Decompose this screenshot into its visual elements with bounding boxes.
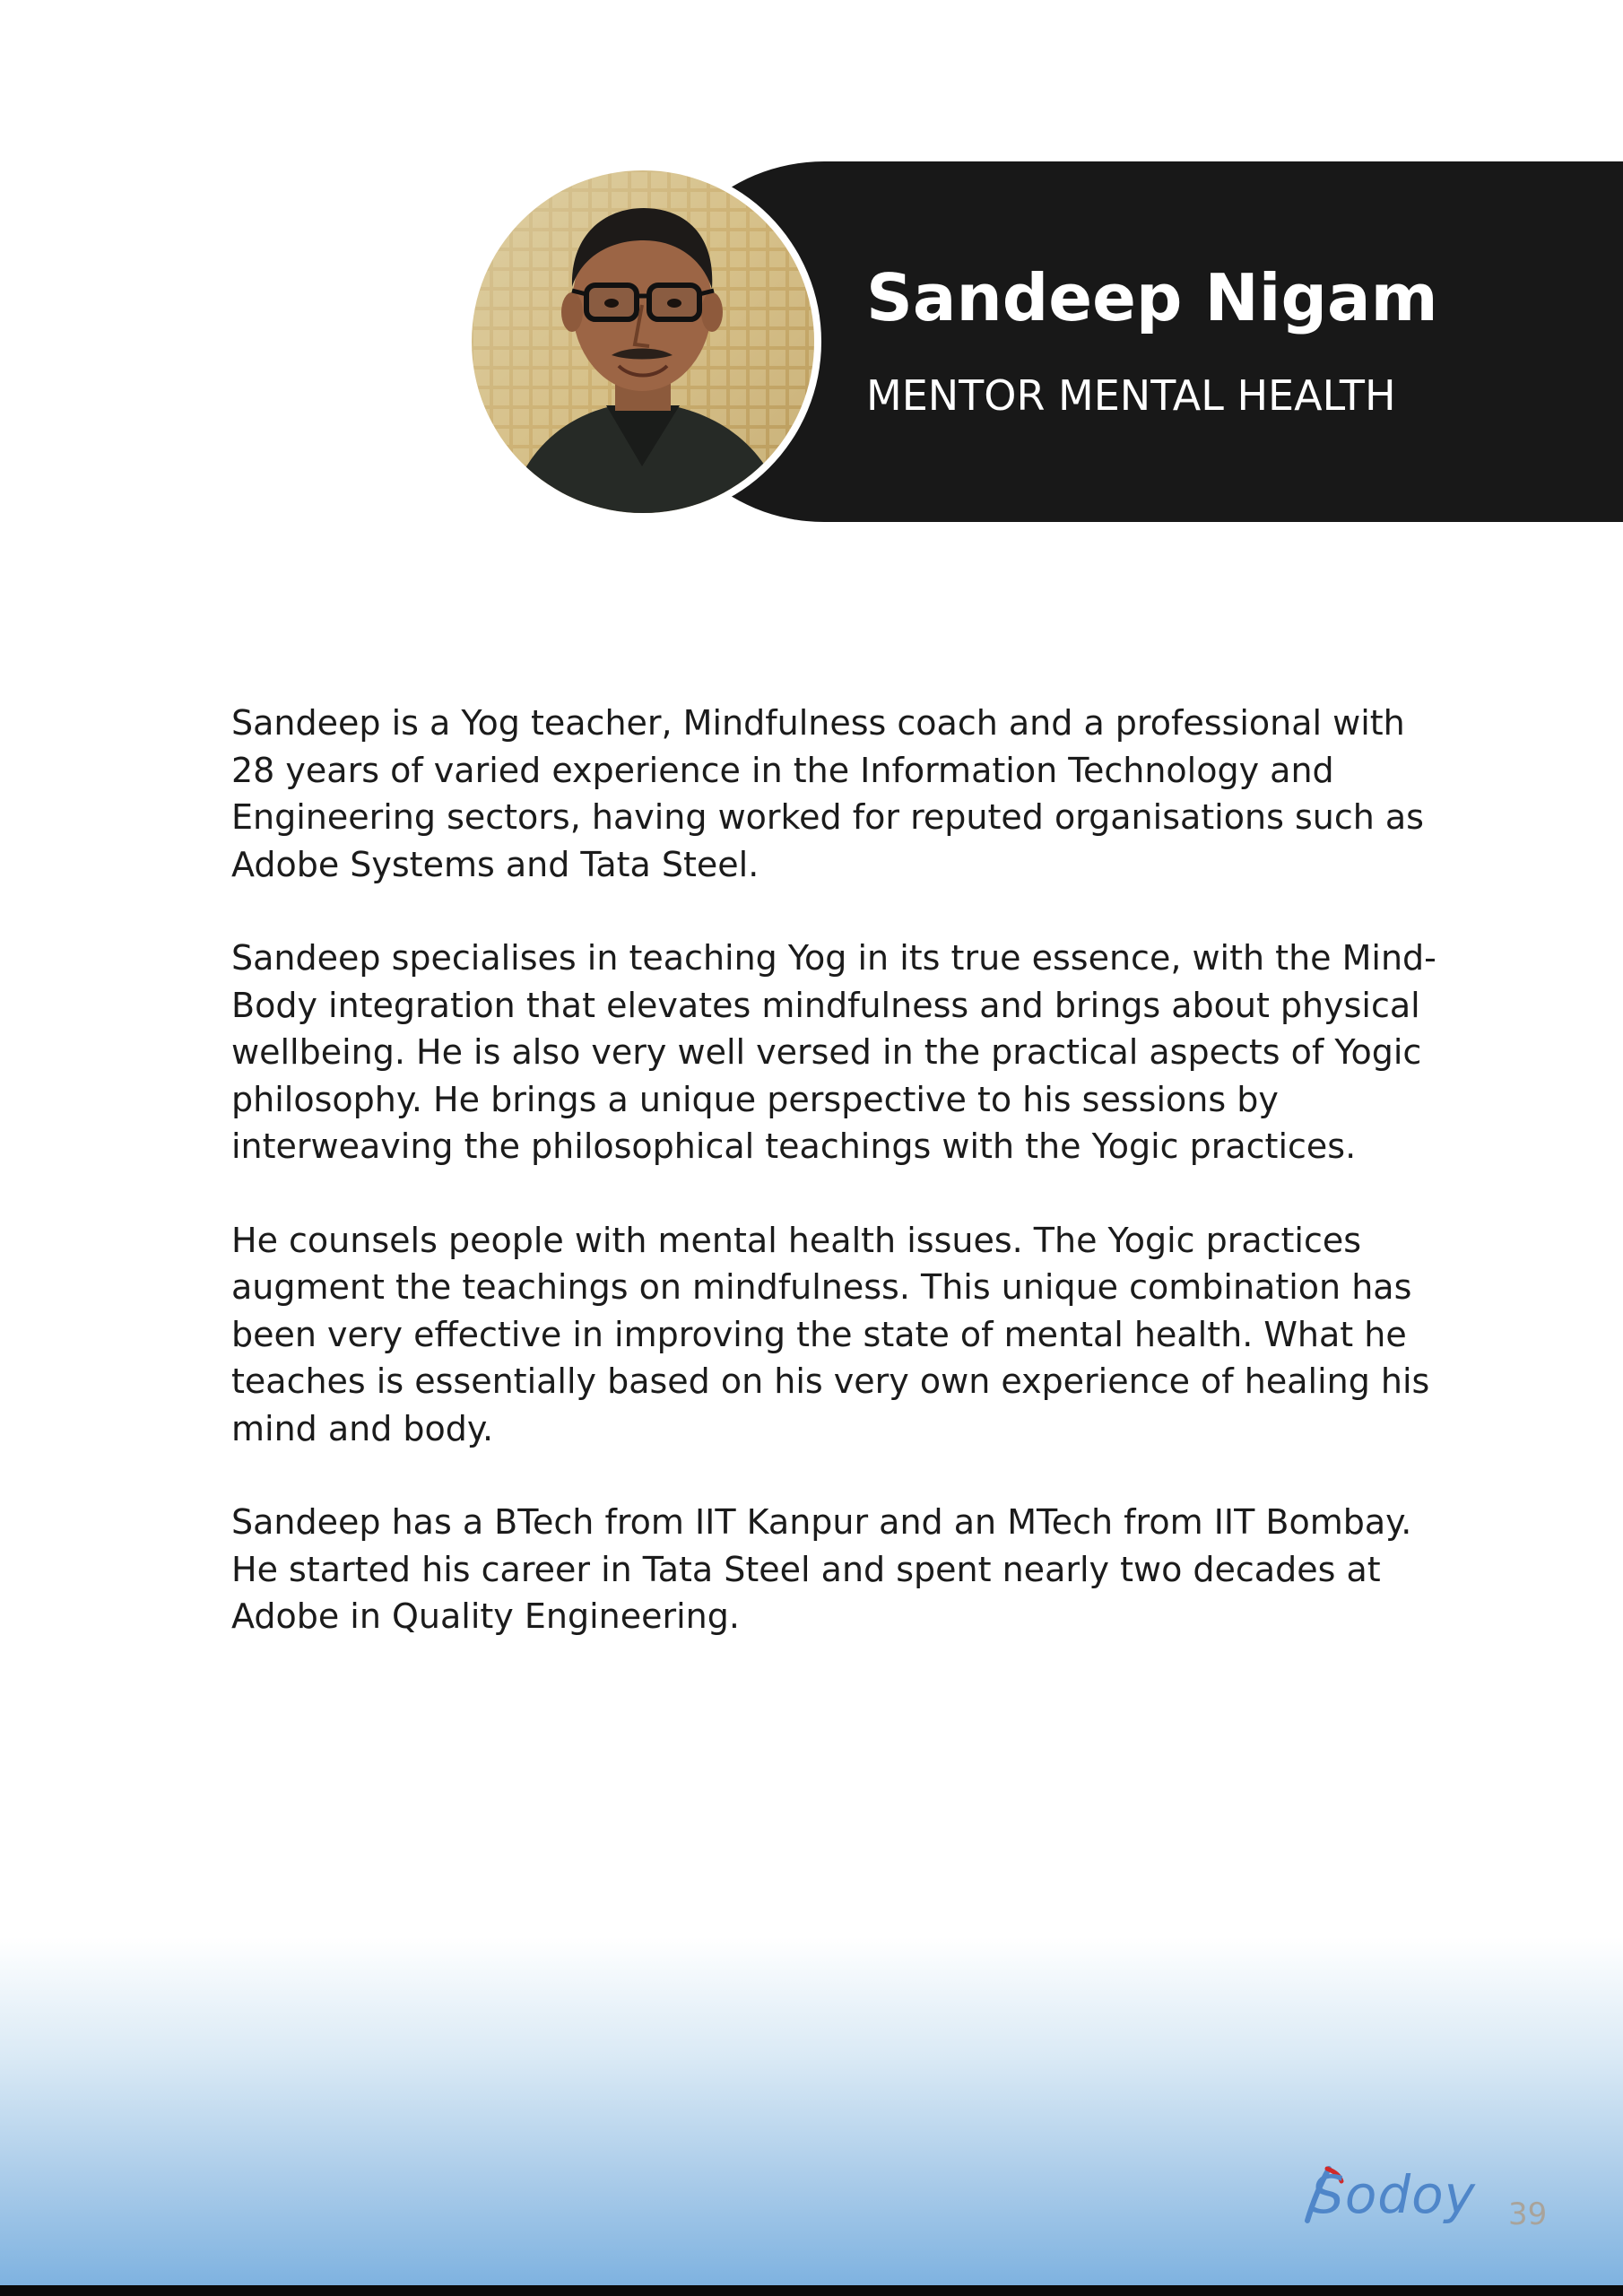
bio-paragraph: He counsels people with mental health issues. The Yogic practices augment the teachings on mindfulness. This unique combination has been very effective in improving the state of mental health. What he teaches is essentially based on his very own experience of healing his mind and body. bbox=[231, 1220, 1430, 1448]
bio-paragraph: Sandeep has a BTech from IIT Kanpur and an MTech from IIT Bombay. He started his career in Tata Steel and spent nearly two decades at Adobe in Quality Engineering. bbox=[231, 1502, 1412, 1636]
footer-bar bbox=[0, 2285, 1623, 2296]
person-name: Sandeep Nigam bbox=[866, 260, 1438, 335]
profile-photo bbox=[472, 170, 814, 513]
bio-paragraph: Sandeep is a Yog teacher, Mindfulness coach and a professional with 28 years of varied experience in the Information Technology and Engineering sectors, having worked for reputed organisations such as Adobe Systems and Tata Steel. bbox=[231, 703, 1424, 884]
person-role: MENTOR MENTAL HEALTH bbox=[866, 371, 1396, 420]
footer-gradient bbox=[0, 1937, 1623, 2287]
brand-logo: Sodoy bbox=[1311, 2164, 1476, 2225]
bio-paragraph: Sandeep specialises in teaching Yog in its true essence, with the Mind-Body integration that elevates mindfulness and brings about physical wellbeing. He is also very well versed in the practical aspects of Yogic philosophy. He brings a unique perspective to his sessions by interweaving the philosophical teachings with the Yogic practices. bbox=[231, 938, 1436, 1166]
page-number: 39 bbox=[1508, 2196, 1548, 2232]
bio-section bbox=[231, 700, 1451, 1687]
